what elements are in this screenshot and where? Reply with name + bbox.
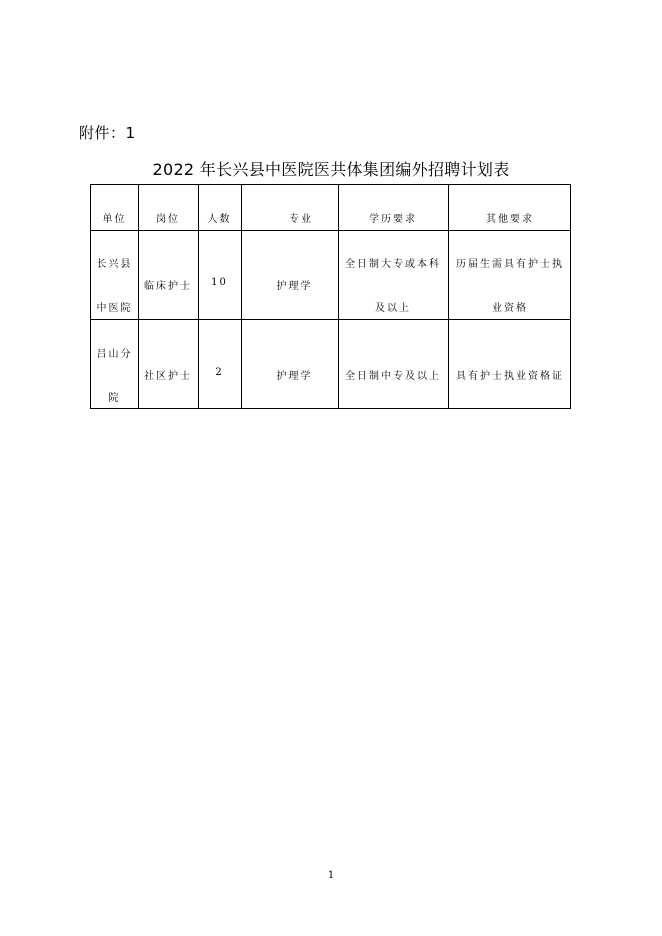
page-title: 2022 年长兴县中医院医共体集团编外招聘计划表	[152, 160, 510, 179]
row-divider	[91, 319, 570, 320]
recruitment-table	[90, 184, 571, 409]
row1-education-line2: 及以上	[375, 303, 411, 314]
row1-unit-line2: 中医院	[96, 303, 133, 314]
header-count: 人数	[207, 214, 232, 225]
page-number: 1	[327, 870, 335, 881]
row2-education: 全日制中专及以上	[345, 371, 441, 382]
header-position: 岗位	[156, 214, 180, 225]
header-unit: 单位	[102, 214, 127, 225]
row1-education-line1: 全日制大专或本科	[345, 259, 441, 270]
row-divider	[91, 230, 570, 231]
header-other: 其他要求	[486, 214, 534, 225]
row1-other-line1: 历届生需具有护士执	[456, 259, 564, 270]
row2-unit-line1: 吕山分	[96, 349, 133, 360]
row1-other-line2: 业资格	[492, 303, 528, 314]
row1-position: 临床护士	[144, 281, 192, 292]
header-education: 学历要求	[369, 214, 417, 225]
row1-unit-line1: 长兴县	[96, 259, 133, 270]
row2-other: 具有护士执业资格证	[456, 371, 564, 382]
row2-unit-line2: 院	[108, 393, 121, 404]
row2-major: 护理学	[276, 371, 313, 382]
header-major: 专业	[289, 214, 313, 225]
row1-count: 10	[211, 277, 228, 288]
row2-position: 社区护士	[144, 371, 192, 382]
row2-count: 2	[215, 367, 224, 378]
row1-major: 护理学	[276, 281, 313, 292]
attachment-label: 附件：1	[79, 124, 136, 142]
